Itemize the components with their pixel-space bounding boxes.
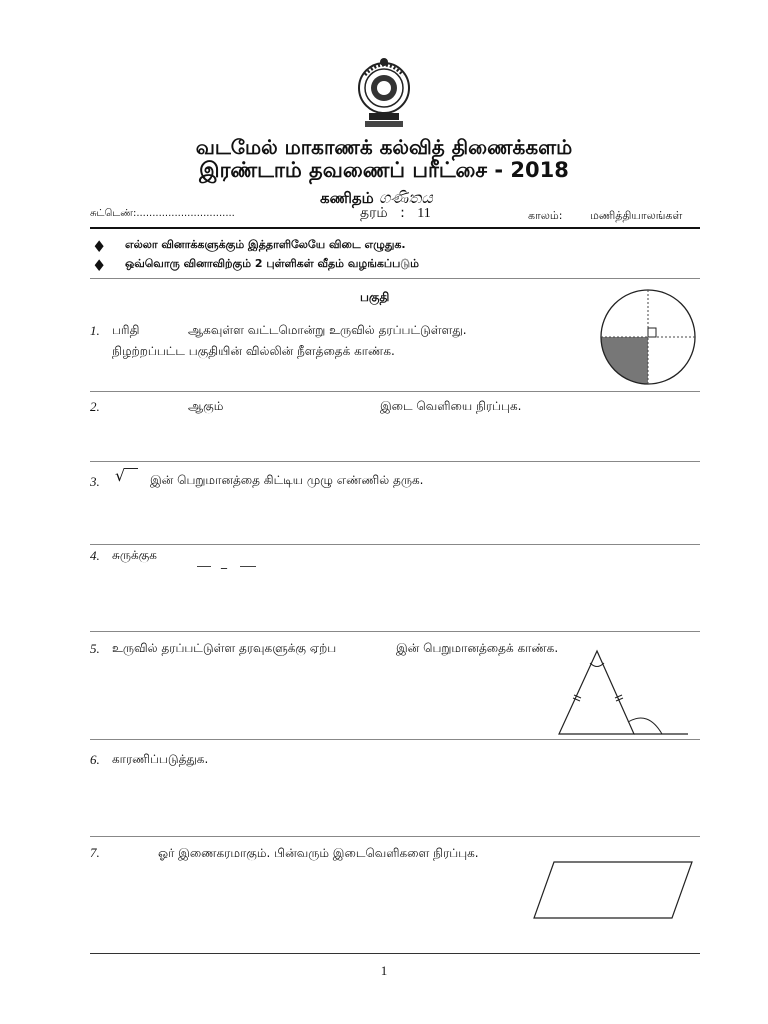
question-7-text: ஓர் இணைகரமாகும். பின்வரும் இடைவெளிகளை நிரப்புக. [158,846,479,860]
divider [90,739,700,740]
divider [90,631,700,632]
question-1-number: 1. [90,323,100,338]
circle-figure [598,287,696,387]
page-number: 1 [380,963,388,978]
question-1-line2: நிழற்றப்பட்ட பகுதியின் வில்லின் நீளத்தைக் காண்க. [112,344,395,358]
question-3-number: 3. [90,474,100,489]
time-value: மணித்தியாலங்கள் [590,209,683,222]
question-5-number: 5. [90,641,100,656]
divider [90,544,700,545]
question-5-text-a: உருவில் தரப்பட்டுள்ள தரவுகளுக்கு ஏற்ப [112,641,337,655]
question-4-number: 4. [90,548,100,563]
question-5-text-b: இன் பெறுமானத்தைக் காண்க. [396,641,559,655]
grade-separator: : [400,205,405,221]
square-root-symbol: √ [115,466,126,485]
divider [90,391,700,392]
subject-tamil: கணிதம் [320,189,374,207]
header-divider [90,227,700,229]
instruction-2: ஒவ்வொரு வினாவிற்கும் 2 புள்ளிகள் வீதம் வழங்கப்படும் [125,257,419,270]
question-3-text: இன் பெறுமானத்தை கிட்டிய முழு எண்ணில் தருக. [150,473,424,487]
emblem-logo [357,55,411,135]
fraction-bar-1 [197,566,211,567]
instruction-1: எல்லா வினாக்களுக்கும் இத்தாளிலேயே விடை எழுதுக. [125,238,406,251]
question-1-text-b: ஆகவுள்ள வட்டமொன்று உருவில் தரப்பட்டுள்ளது. [188,323,467,337]
divider [90,461,700,462]
section-title: பகுதி [360,290,390,304]
index-number-field: சுட்டெண்:............................... [90,208,235,219]
question-2-text-a: ஆகும் [188,399,224,413]
grade-value: 11 [417,206,431,221]
question-6-text: காரணிப்படுத்துக. [112,752,209,766]
instruction-bullet-1: ♦ [92,237,107,256]
question-1-text-a: பரிதி [112,323,140,337]
exam-title: இரண்டாம் தவணைப் பரீட்சை - 2018 [199,158,569,182]
divider [90,836,700,837]
parallelogram-figure [532,858,696,922]
footer-divider [90,953,700,954]
minus-sign: _ [221,555,227,569]
instruction-bullet-2: ♦ [92,256,107,275]
question-2-number: 2. [90,399,100,414]
subject-sinhala: ගණිතය [378,188,433,207]
department-title: வடமேல் மாகாணக் கல்வித் திணைக்களம் [195,135,573,159]
question-2-text-b: இடை வெளியை நிரப்புக. [380,399,522,413]
fraction-bar-2 [240,566,256,567]
time-label: காலம்: [528,209,563,222]
grade-label: தரம் [360,205,388,221]
divider [90,278,700,279]
question-4-text: சுருக்குக [112,548,157,562]
question-7-number: 7. [90,845,100,860]
question-6-number: 6. [90,752,100,767]
triangle-figure [552,648,692,740]
square-root-bar [124,468,138,469]
grade-field [360,205,431,223]
